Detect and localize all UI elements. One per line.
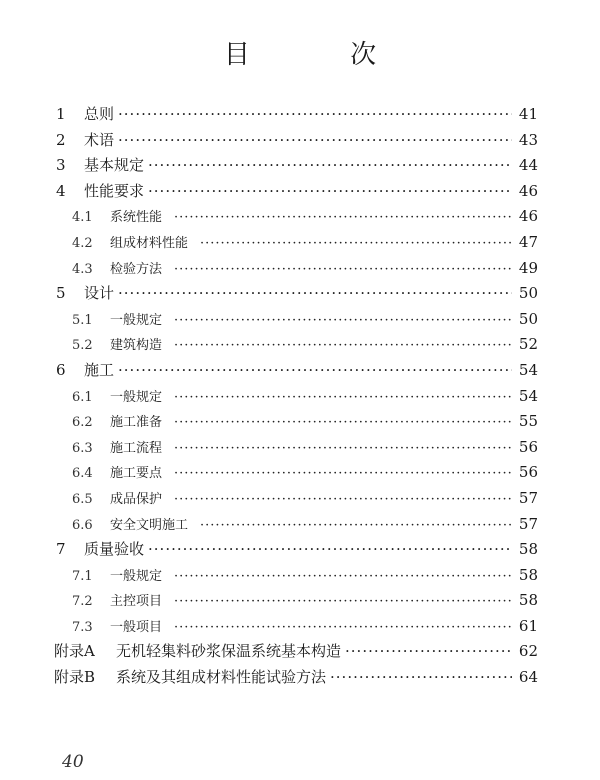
dot-leader <box>345 639 512 665</box>
toc-entry-number: 5.1 <box>72 312 93 328</box>
toc-entry-label: 建筑构造 <box>110 338 163 354</box>
dot-leader <box>174 589 512 615</box>
dot-leader <box>174 410 512 436</box>
toc-entry[interactable] <box>54 537 538 563</box>
toc-entry-page: 46 <box>518 181 538 200</box>
toc-entry-number: 6 <box>56 360 66 379</box>
toc-entry-number: 5.2 <box>72 338 93 354</box>
toc-entry[interactable] <box>54 588 538 614</box>
dot-leader <box>174 564 512 590</box>
toc-entry[interactable] <box>54 332 538 358</box>
toc-entry-number: 4.2 <box>72 235 93 251</box>
toc-entry[interactable] <box>54 563 538 589</box>
dot-leader <box>174 257 512 283</box>
toc-entry-page: 44 <box>518 156 538 175</box>
toc-entry-page: 54 <box>518 386 538 405</box>
dot-leader <box>174 436 512 462</box>
toc-entry-page: 56 <box>518 463 538 482</box>
toc-entry[interactable] <box>54 256 538 282</box>
toc-entry[interactable] <box>54 486 538 512</box>
toc-entry-label: 系统及其组成材料性能试验方法 <box>116 668 327 687</box>
toc-entry[interactable] <box>54 384 538 410</box>
dot-leader <box>148 179 512 205</box>
toc-entry-label: 基本规定 <box>84 156 145 175</box>
toc-entry-page: 50 <box>518 284 538 303</box>
toc-entry-page: 46 <box>518 207 538 226</box>
dot-leader <box>118 281 512 307</box>
toc-entry-label: 施工要点 <box>110 466 163 482</box>
toc-entry[interactable] <box>54 409 538 435</box>
toc-entry-page: 43 <box>518 130 538 149</box>
toc-entry-page: 56 <box>518 437 538 456</box>
toc-entry-label: 总则 <box>84 105 115 123</box>
toc-entry-label: 成品保护 <box>110 491 163 507</box>
dot-leader <box>330 665 512 691</box>
toc-entry-number: 附录B <box>54 668 96 687</box>
toc-entry-number: 5 <box>56 284 66 303</box>
toc-entry-label: 主控项目 <box>110 594 163 610</box>
toc-entry-label: 性能要求 <box>84 181 145 200</box>
toc-entry-number: 7.2 <box>72 594 93 610</box>
toc-entry-label: 一般项目 <box>110 619 163 635</box>
toc-entry-label: 术语 <box>84 130 115 149</box>
toc-entry[interactable] <box>54 358 538 384</box>
toc-entry-number: 1 <box>56 105 66 123</box>
dot-leader <box>174 385 512 411</box>
toc-entry[interactable] <box>54 102 538 128</box>
toc-entry-page: 62 <box>518 642 538 661</box>
toc-entry-number: 6.5 <box>72 491 93 507</box>
toc-entry-label: 系统性能 <box>110 210 163 226</box>
dot-leader <box>148 537 512 563</box>
toc-entry-page: 49 <box>518 258 538 277</box>
dot-leader <box>148 153 512 179</box>
toc-entry-number: 7.3 <box>72 619 93 635</box>
toc-entry-label: 组成材料性能 <box>110 235 189 251</box>
toc-entry-number: 7 <box>56 540 66 559</box>
toc-entry-label: 施工流程 <box>110 440 163 456</box>
toc-entry-page: 57 <box>518 514 538 533</box>
dot-leader <box>118 358 512 384</box>
toc-entry-number: 4 <box>56 181 66 200</box>
toc-entry[interactable] <box>54 435 538 461</box>
toc-entry[interactable] <box>54 460 538 486</box>
dot-leader <box>174 461 512 487</box>
toc-entry-number: 6.4 <box>72 466 93 482</box>
toc-entry-number: 4.1 <box>72 210 93 226</box>
toc-entry[interactable] <box>54 665 538 691</box>
toc-entry[interactable] <box>54 281 538 307</box>
toc-entry[interactable] <box>54 512 538 538</box>
toc-entry-page: 58 <box>518 565 538 584</box>
toc-entry[interactable] <box>54 179 538 205</box>
toc-entry-page: 61 <box>518 616 538 635</box>
toc-entry-page: 58 <box>518 540 538 559</box>
page-title: 目 次 <box>223 40 423 70</box>
toc-entry-label: 安全文明施工 <box>110 517 189 533</box>
toc-entry-number: 6.6 <box>72 517 93 533</box>
toc-entry-number: 6.3 <box>72 440 93 456</box>
toc-entry-page: 58 <box>518 591 538 610</box>
toc-entry-number: 7.1 <box>72 568 93 584</box>
toc-entry-number: 3 <box>56 156 66 175</box>
toc-entry-number: 4.3 <box>72 261 93 277</box>
page-number-footer: 40 <box>62 752 84 772</box>
dot-leader <box>118 102 512 128</box>
dot-leader <box>174 615 512 641</box>
table-of-contents <box>54 102 538 691</box>
dot-leader <box>174 308 512 334</box>
toc-entry-number: 附录A <box>54 642 95 661</box>
toc-entry-label: 一般规定 <box>110 389 163 405</box>
toc-entry[interactable] <box>54 153 538 179</box>
dot-leader <box>118 128 512 154</box>
toc-entry[interactable] <box>54 230 538 256</box>
toc-entry-label: 施工准备 <box>110 415 163 431</box>
dot-leader <box>200 231 512 257</box>
dot-leader <box>200 513 512 539</box>
toc-entry[interactable] <box>54 639 538 665</box>
toc-entry-label: 施工 <box>84 360 115 379</box>
toc-entry-page: 52 <box>518 335 538 354</box>
toc-entry-label: 无机轻集料砂浆保温系统基本构造 <box>116 642 342 661</box>
toc-entry-label: 一般规定 <box>110 312 163 328</box>
toc-entry-page: 64 <box>518 668 538 687</box>
toc-entry-page: 41 <box>518 105 538 123</box>
toc-entry-label: 一般规定 <box>110 568 163 584</box>
toc-entry-number: 2 <box>56 130 66 149</box>
toc-entry[interactable] <box>54 128 538 154</box>
toc-entry-page: 55 <box>518 412 538 431</box>
toc-entry-page: 57 <box>518 488 538 507</box>
toc-entry-page: 54 <box>518 360 538 379</box>
toc-entry-page: 50 <box>518 309 538 328</box>
toc-entry-page: 47 <box>518 232 538 251</box>
dot-leader <box>174 487 512 513</box>
toc-entry-label: 检验方法 <box>110 261 163 277</box>
dot-leader <box>174 333 512 359</box>
toc-entry-label: 设计 <box>84 284 115 303</box>
toc-entry-number: 6.2 <box>72 415 93 431</box>
toc-entry-number: 6.1 <box>72 389 93 405</box>
toc-entry[interactable] <box>54 307 538 333</box>
toc-entry[interactable] <box>54 614 538 640</box>
toc-entry[interactable] <box>54 204 538 230</box>
toc-entry-label: 质量验收 <box>84 540 145 559</box>
dot-leader <box>174 205 512 231</box>
